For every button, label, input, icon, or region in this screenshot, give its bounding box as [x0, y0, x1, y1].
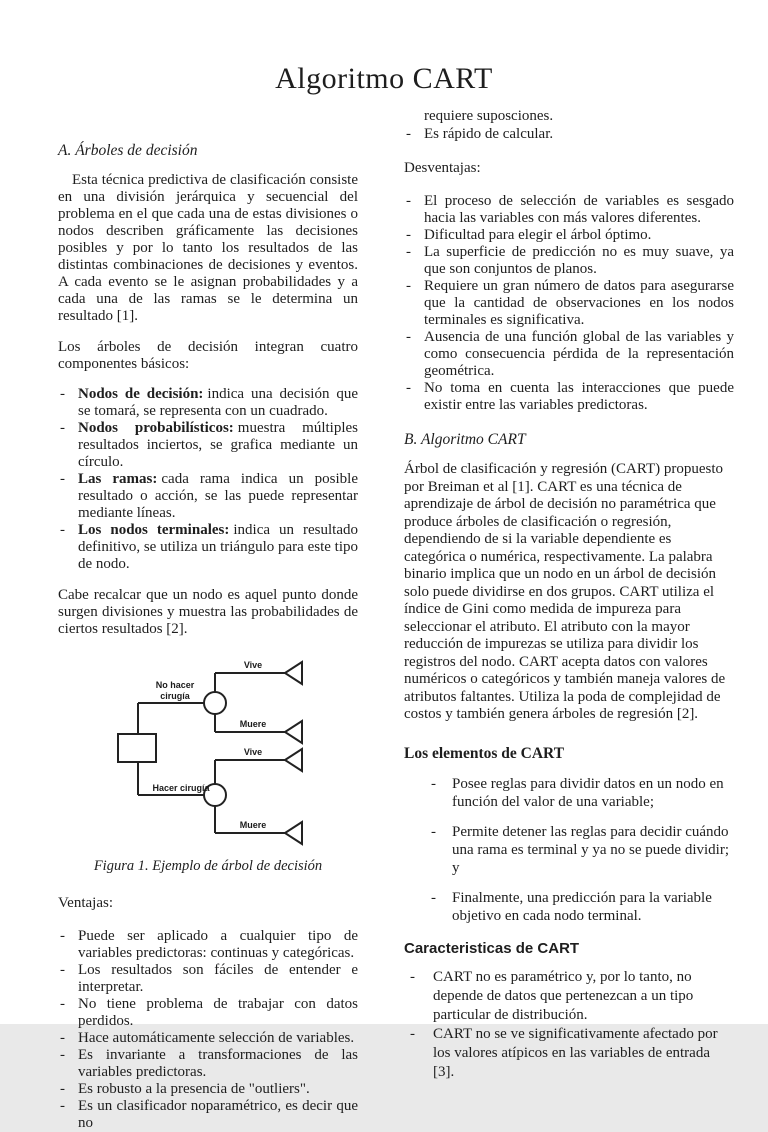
outcome-label-alive: Vive — [243, 660, 263, 670]
desventaja-text: Ausencia de una función global de las variables y como consecuencia pérdida de la representación geométrica. — [424, 329, 734, 379]
cart-description-paragraph: Árbol de clasificación y regresión (CART) propuesto por Breiman et al [1]. CART es una técnica de aprendizaje de árbol de decisión no paramétrica que produce árboles de clasificación o regresión, dependiendo de si la variable dependiente es categórica o numérica, respectivamente. La palabra binario implica que un nodo en un árbol de decisión solo puede dividirse en dos grupos. CART utiliza el índice de Gini como medida de impureza para seleccionar el atributo. El atributo con la mayor reducción de impurezas se utiliza para dividir los registros del nodo. CART acepta datos con valores numéricos o categóricos y también maneja valores de atributos faltantes. Utiliza la poda de complejidad de costos y también genera árboles de regresión [2]. — [404, 461, 726, 722]
intro-paragraph: Esta técnica predictiva de clasificación consiste en una división jerárquica y secuencial del problema en el que cada una de estas divisiones o nodos describen gráficamente las decisiones posibles y por lo tanto los resultados de las distintas combinaciones de decisiones y eventos. A cada evento se le asignan probabilidades y a cada una de las ramas se le determina un resultado [1]. — [58, 172, 358, 324]
dash-bullet: - — [406, 126, 411, 142]
right-column — [404, 104, 734, 1132]
desventaja-text: Dificultad para elegir el árbol óptimo. — [424, 227, 652, 243]
ventaja-continuation-line: requiere suposciones. — [424, 108, 554, 124]
desventajas-heading: Desventajas: — [404, 160, 481, 176]
outcome-label-dies: Muere — [239, 719, 267, 729]
elemento-text: Finalmente, una predicción para la variable objetivo en cada nodo terminal. — [452, 889, 712, 924]
branch-label-no-surgery-line2: cirugía — [160, 691, 190, 701]
ventaja-text: Es rápido de calcular. — [424, 126, 554, 142]
dash-bullet: - — [410, 1025, 415, 1042]
dash-bullet: - — [410, 968, 415, 985]
terminal-node-triangle — [285, 721, 302, 743]
ventaja-text: No tiene problema de trabajar con datos perdidos. — [78, 996, 358, 1029]
list-item — [58, 1030, 358, 1047]
list-item — [404, 823, 734, 877]
branch-label-no-surgery-line1: No hacer — [155, 680, 195, 690]
ventaja-text: Es robusto a la presencia de "outliers". — [78, 1081, 310, 1097]
list-item — [58, 522, 358, 573]
list-item — [404, 889, 734, 925]
branch-label-surgery: Hacer cirugía — [152, 783, 210, 793]
list-item — [404, 126, 734, 143]
ventajas-heading: Ventajas: — [58, 895, 113, 911]
page-title: Algoritmo CART — [275, 62, 493, 95]
dash-bullet: - — [60, 522, 65, 538]
list-item — [58, 1081, 358, 1098]
caracteristica-text: CART no se ve significativamente afectado por los valores atípicos en las variables de entrada [3]. — [433, 1025, 718, 1080]
dash-bullet: - — [60, 928, 65, 944]
decision-tree-diagram — [78, 650, 318, 848]
dash-bullet: - — [406, 193, 411, 209]
desventaja-text: Requiere un gran número de datos para asegurarse que la cantidad de observaciones en los nodos terminales es significativa. — [424, 278, 734, 328]
list-item — [58, 996, 358, 1030]
components-list — [58, 386, 358, 573]
outcome-label-dies: Muere — [239, 820, 267, 830]
component-term: Las ramas: — [78, 471, 158, 487]
desventajas-list — [404, 193, 734, 414]
list-item — [404, 1025, 734, 1082]
dash-bullet: - — [60, 471, 65, 487]
component-desc: indica una decisión que se tomará, se representa con un cuadrado. — [78, 386, 358, 419]
list-item — [58, 471, 358, 522]
list-item — [404, 380, 734, 414]
component-term: Nodos probabilísticos: — [78, 420, 234, 436]
component-desc: indica un resultado definitivo, se utiliza un triángulo para este tipo de nodo. — [78, 522, 359, 572]
list-item — [404, 227, 734, 244]
dash-bullet: - — [406, 329, 411, 345]
dash-bullet: - — [60, 420, 65, 436]
elemento-text: Permite detener las reglas para decidir cuándo una rama es terminal y ya no se puede dividir; y — [452, 823, 729, 876]
dash-bullet: - — [431, 889, 436, 906]
dash-bullet: - — [60, 1098, 65, 1114]
left-column — [58, 104, 358, 1132]
component-desc: muestra múltiples resultados inciertos, se grafica mediante un círculo. — [78, 420, 358, 470]
list-item — [404, 329, 734, 380]
list-item — [58, 928, 358, 962]
desventaja-text: El proceso de selección de variables es sesgado hacia las variables con más valores diferentes. — [424, 193, 734, 226]
node-note-paragraph: Cabe recalcar que un nodo es aquel punto donde surgen divisiones y muestra las probabilidades de ciertos resultados [2]. — [58, 587, 358, 637]
dash-bullet: - — [60, 1030, 65, 1046]
list-item — [404, 278, 734, 329]
dash-bullet: - — [60, 996, 65, 1012]
caracteristicas-list — [404, 968, 734, 1082]
dash-bullet: - — [406, 244, 411, 260]
ventaja-text: Los resultados son fáciles de entender e interpretar. — [78, 962, 358, 995]
list-item — [404, 193, 734, 227]
list-item — [404, 968, 734, 1025]
dash-bullet: - — [406, 278, 411, 294]
chance-node-circle — [204, 692, 226, 714]
list-item — [404, 775, 734, 811]
dash-bullet: - — [60, 1081, 65, 1097]
list-item — [58, 1047, 358, 1081]
component-term: Nodos de decisión: — [78, 386, 204, 402]
section-b-heading: B. Algoritmo CART — [404, 431, 526, 448]
list-item — [58, 1098, 358, 1132]
ventajas-list-continued — [404, 126, 734, 143]
elemento-text: Posee reglas para dividir datos en un nodo en función del valor de una variable; — [452, 775, 724, 810]
elementos-heading: Los elementos de CART — [404, 744, 565, 762]
decision-tree-figure — [58, 650, 358, 875]
components-lead-paragraph: Los árboles de decisión integran cuatro componentes básicos: — [58, 339, 358, 372]
desventaja-text: La superficie de predicción no es muy suave, ya que son conjuntos de planos. — [424, 244, 734, 277]
ventaja-text: Puede ser aplicado a cualquier tipo de variables predictoras: continuas y categóricas. — [78, 928, 358, 961]
dash-bullet: - — [60, 962, 65, 978]
list-item — [58, 386, 358, 420]
figure-caption: Figura 1. Ejemplo de árbol de decisión — [93, 858, 323, 874]
two-column-layout — [0, 104, 768, 1132]
dash-bullet: - — [60, 1047, 65, 1063]
component-term: Los nodos terminales: — [78, 522, 230, 538]
caracteristicas-heading: Caracteristicas de CART — [404, 939, 580, 957]
ventaja-text: Es un clasificador noparamétrico, es decir que no — [78, 1098, 358, 1131]
dash-bullet: - — [60, 386, 65, 402]
list-item — [58, 420, 358, 471]
list-item — [404, 244, 734, 278]
section-a-heading: A. Árboles de decisión — [58, 142, 198, 159]
outcome-label-alive: Vive — [243, 747, 263, 757]
dash-bullet: - — [406, 227, 411, 243]
terminal-node-triangle — [285, 749, 302, 771]
terminal-node-triangle — [285, 662, 302, 684]
caracteristica-text: CART no es paramétrico y, por lo tanto, no depende de datos que pertenezcan a un tipo particular de distribución. — [433, 968, 694, 1023]
ventajas-list — [58, 928, 358, 1132]
ventaja-text: Hace automáticamente selección de variables. — [78, 1030, 355, 1046]
desventaja-text: No toma en cuenta las interacciones que puede existir entre las variables predictoras. — [424, 380, 734, 413]
decision-node-square — [118, 734, 156, 762]
dash-bullet: - — [431, 775, 436, 792]
list-item — [58, 962, 358, 996]
dash-bullet: - — [406, 380, 411, 396]
ventaja-text: Es invariante a transformaciones de las variables predictoras. — [78, 1047, 358, 1080]
elementos-list — [404, 775, 734, 925]
dash-bullet: - — [431, 823, 436, 840]
component-desc: cada rama indica un posible resultado o acción, se las puede representar mediante líneas. — [78, 471, 358, 521]
terminal-node-triangle — [285, 822, 302, 844]
